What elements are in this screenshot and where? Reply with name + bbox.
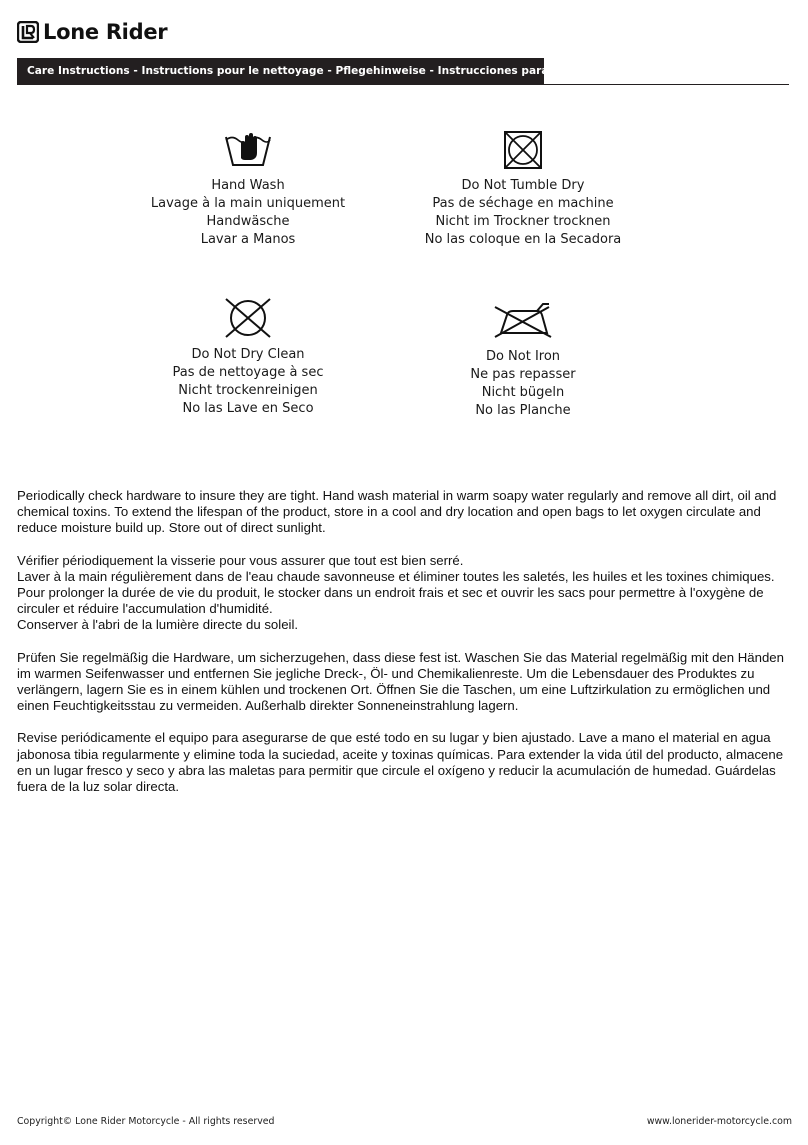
care-label-line: Hand Wash bbox=[211, 178, 285, 193]
lone-rider-logo-icon bbox=[17, 21, 39, 43]
care-description bbox=[17, 488, 792, 811]
care-label-line: Pas de séchage en machine bbox=[432, 196, 614, 211]
do-not-iron-icon bbox=[493, 301, 553, 339]
paragraph-line: Laver à la main régulièrement dans de l'eau chaude savonneuse et éliminer toutes les saletés, les huiles et les toxines chimiques. Pour prolonger la durée de vie du produit, le stocker dans un endroit frais et sec et ouvrir les sacs pour permettre à l'oxygène de circuler et réduire l'accumulation d'humidité. bbox=[17, 568, 775, 617]
care-label-line: Nicht bügeln bbox=[481, 385, 565, 400]
do-not-dry-clean-icon bbox=[221, 297, 275, 339]
footer-website-link[interactable]: www.lonerider-motorcycle.com bbox=[646, 1116, 792, 1127]
brand-logo bbox=[17, 19, 167, 45]
care-label-line: Pas de nettoyage à sec bbox=[172, 365, 324, 380]
paragraph-spanish: Revise periódicamente el equipo para asegurarse de que esté todo en su lugar y bien ajustado. Lave a mano el material en agua jabonosa tibia regularmente y elimine toda la suciedad, aceite y toxinas químicas. Para extender la vida útil del producto, almacene en un lugar fresco y seco y abra las maletas para permitir que circule el oxígeno y reducir la acumulación de humedad. Guárdelas fuera de la luz solar directa. bbox=[17, 730, 784, 795]
care-label-line: No las coloque en la Secadora bbox=[424, 232, 622, 247]
care-symbol-do-not-dry-clean bbox=[118, 297, 378, 418]
brand-name: Lone Rider bbox=[43, 20, 168, 44]
care-label-line: Do Not Tumble Dry bbox=[461, 178, 585, 193]
hand-wash-icon bbox=[223, 131, 273, 169]
care-label-line: Do Not Iron bbox=[485, 349, 561, 364]
paragraph-english: Periodically check hardware to insure they are tight. Hand wash material in warm soapy water regularly and remove all dirt, oil and chemical toxins. To extend the lifespan of the product, store in a cool and dry location and open bags to let oxygen circulate and reduce moisture build up. Store out of direct sunlight. bbox=[17, 488, 777, 536]
care-label-line: Lavar a Manos bbox=[200, 232, 296, 247]
header-rule bbox=[544, 84, 789, 85]
care-label-line: No las Planche bbox=[475, 403, 571, 418]
footer-copyright: Copyright© Lone Rider Motorcycle - All rights reserved bbox=[17, 1116, 275, 1127]
care-label-line: Lavage à la main uniquement bbox=[150, 196, 346, 211]
care-label-line: Handwäsche bbox=[206, 214, 290, 229]
paragraph-french bbox=[17, 553, 792, 634]
care-symbol-hand-wash bbox=[118, 131, 378, 249]
paragraph-line: Vérifier périodiquement la visserie pour vous assurer que tout est bien serré. bbox=[17, 552, 464, 568]
care-label-line: No las Lave en Seco bbox=[182, 401, 314, 416]
care-symbol-do-not-iron bbox=[393, 301, 653, 420]
do-not-tumble-dry-icon bbox=[503, 131, 543, 169]
paragraph-german: Prüfen Sie regelmäßig die Hardware, um sicherzugehen, dass diese fest ist. Waschen Sie das Material regelmäßig mit den Händen im warmen Seifenwasser und entfernen Sie jegliche Dreck-, Öl- und Chemikalienreste. Um die Lebensdauer des Produktes zu verlängern, lagern Sie es in einem kühlen und trockenen Ort. Öffnen Sie die Taschen, um eine Luftzirkulation zu ermöglichen und einen Feuchtigkeitsstau zu vermeiden. Außerhalb direkter Sonneneinstrahlung lagern. bbox=[17, 649, 784, 714]
care-label-line: Nicht trockenreinigen bbox=[178, 383, 318, 398]
care-label-line: Nicht im Trockner trocknen bbox=[435, 214, 611, 229]
care-instructions-banner: Care Instructions - Instructions pour le nettoyage - Pflegehinweise - Instrucciones para Cuidado bbox=[17, 58, 544, 85]
paragraph-line: Conserver à l'abri de la lumière directe du soleil. bbox=[17, 617, 299, 633]
care-label-line: Ne pas repasser bbox=[470, 367, 576, 382]
care-symbol-do-not-tumble-dry bbox=[393, 131, 653, 249]
care-label-line: Do Not Dry Clean bbox=[191, 347, 305, 362]
